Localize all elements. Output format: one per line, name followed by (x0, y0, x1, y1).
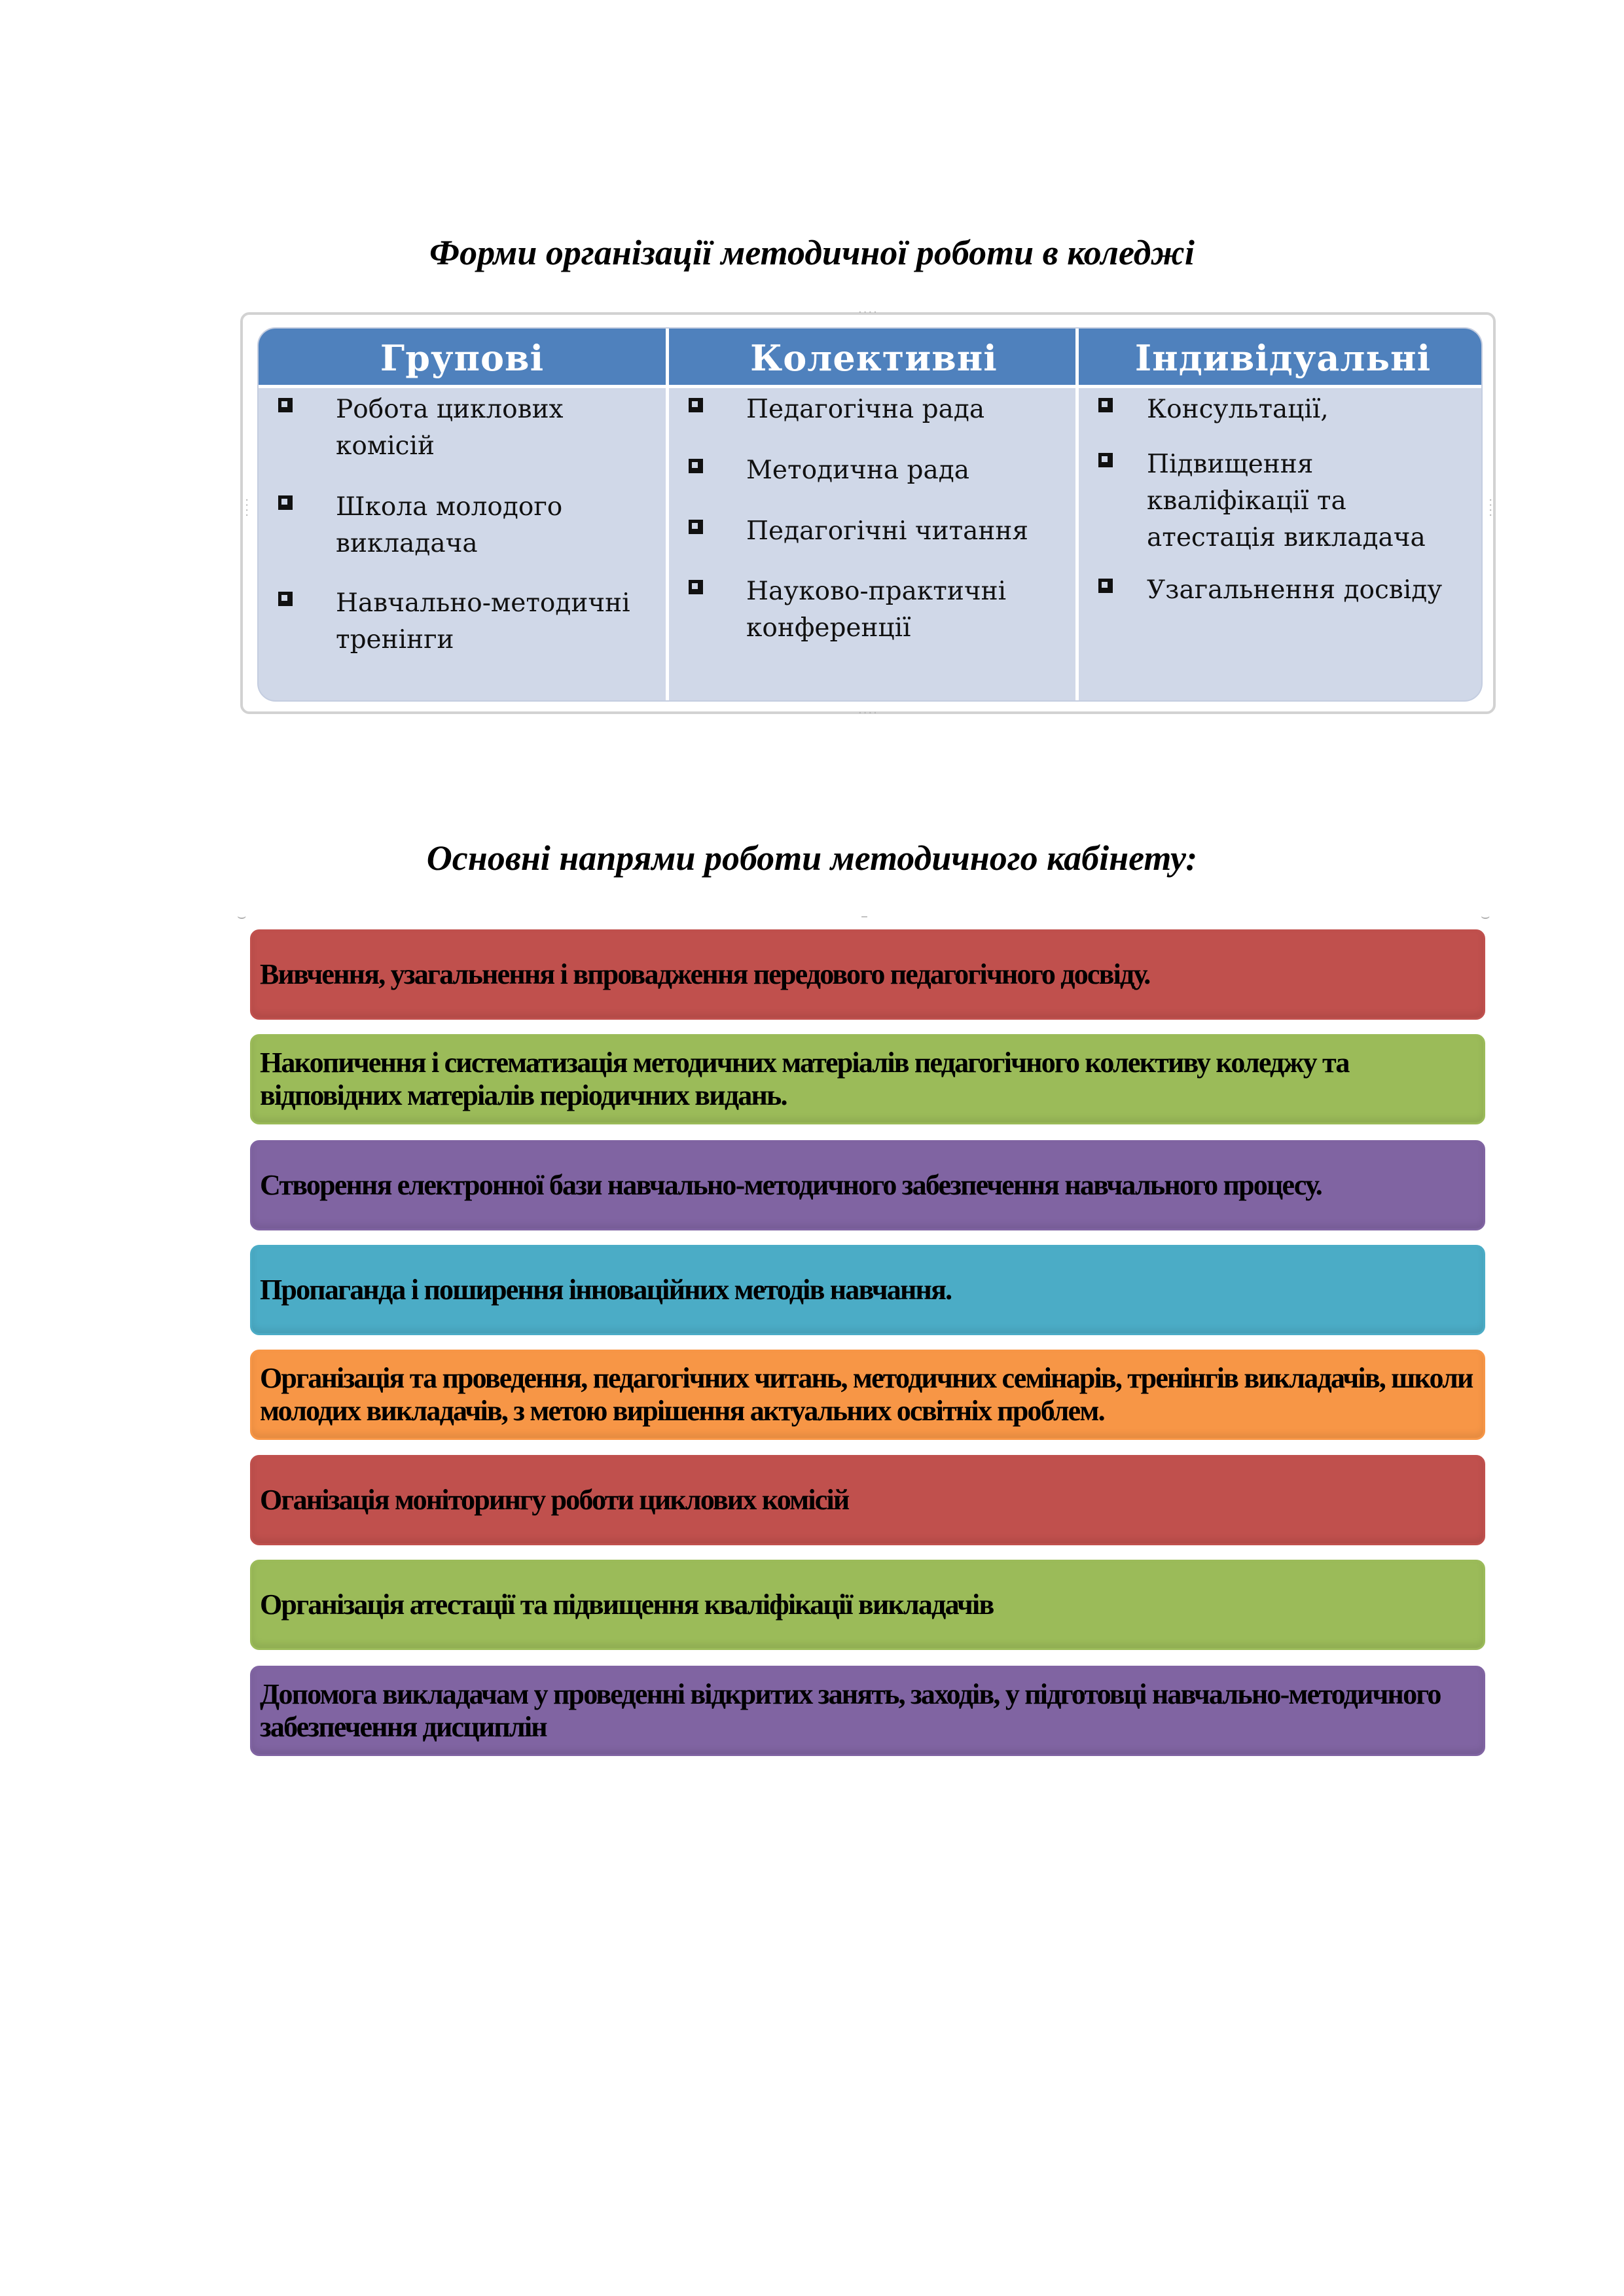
checkbox-bullet-icon (278, 495, 293, 510)
frame-handle-mark-icon: – (861, 908, 868, 925)
checkbox-bullet-icon (1098, 453, 1113, 467)
direction-bar: Накопичення і систематизація методичних матеріалів педагогічного колективу коледжу та відповідних матеріалів періодичних видань. (250, 1034, 1485, 1124)
forms-table (257, 327, 1483, 702)
checkbox-bullet-icon (689, 520, 703, 534)
frame-corner-mark-icon: ⌣ (237, 908, 247, 925)
direction-bar: Створення електронної бази навчально-методичного забезпечення навчального процесу. (250, 1140, 1485, 1230)
column-header-group: Групові (259, 329, 666, 388)
checkbox-bullet-icon (689, 580, 703, 594)
direction-bar: Оганізація моніторингу роботи циклових комісій (250, 1455, 1485, 1545)
resize-handle-icon[interactable]: ···· (1483, 498, 1497, 518)
checkbox-bullet-icon (1098, 398, 1113, 412)
checkbox-bullet-icon (689, 398, 703, 412)
resize-handle-icon[interactable]: ···· (240, 498, 253, 518)
column-group: Групові Робота циклових комісій Школа молодого викладача Навчально-методичні тренінги (259, 329, 666, 700)
direction-bar: Вивчення, узагальнення і впровадження передового педагогічного досвіду. (250, 929, 1485, 1020)
checkbox-bullet-icon (689, 459, 703, 473)
column-header-individual: Індивідуальні (1079, 329, 1483, 388)
direction-bar: Організація атестації та підвищення кваліфікації викладачів (250, 1560, 1485, 1650)
direction-bar: Пропаганда і поширення інноваційних методів навчання. (250, 1245, 1485, 1335)
direction-bar: Допомога викладачам у проведенні відкритих занять, заходів, у підготовці навчально-методичного забезпечення дисциплін (250, 1666, 1485, 1756)
forms-title: Форми організації методичної роботи в коледжі (429, 233, 1195, 272)
checkbox-bullet-icon (278, 592, 293, 606)
resize-handle-icon[interactable]: ···· (858, 706, 878, 720)
directions-title: Основні напрями роботи методичного кабінету: (426, 838, 1198, 878)
column-collective: Колективні Педагогічна рада Методична рада Педагогічні читання Науково-практичні конференції (666, 329, 1079, 700)
checkbox-bullet-icon (1098, 579, 1113, 593)
checkbox-bullet-icon (278, 398, 293, 412)
column-individual: Індивідуальні Консультації, Підвищення кваліфікації та атестація викладача Узагальнення досвіду (1075, 329, 1483, 700)
direction-bar: Організація та проведення, педагогічних читань, методичних семінарів, тренінгів викладачів, школи молодих викладачів, з метою вирішення актуальних освітніх проблем. (250, 1350, 1485, 1440)
frame-corner-mark-icon: ⌣ (1481, 908, 1490, 925)
resize-handle-icon[interactable]: ···· (858, 306, 878, 319)
column-header-collective: Колективні (669, 329, 1079, 388)
